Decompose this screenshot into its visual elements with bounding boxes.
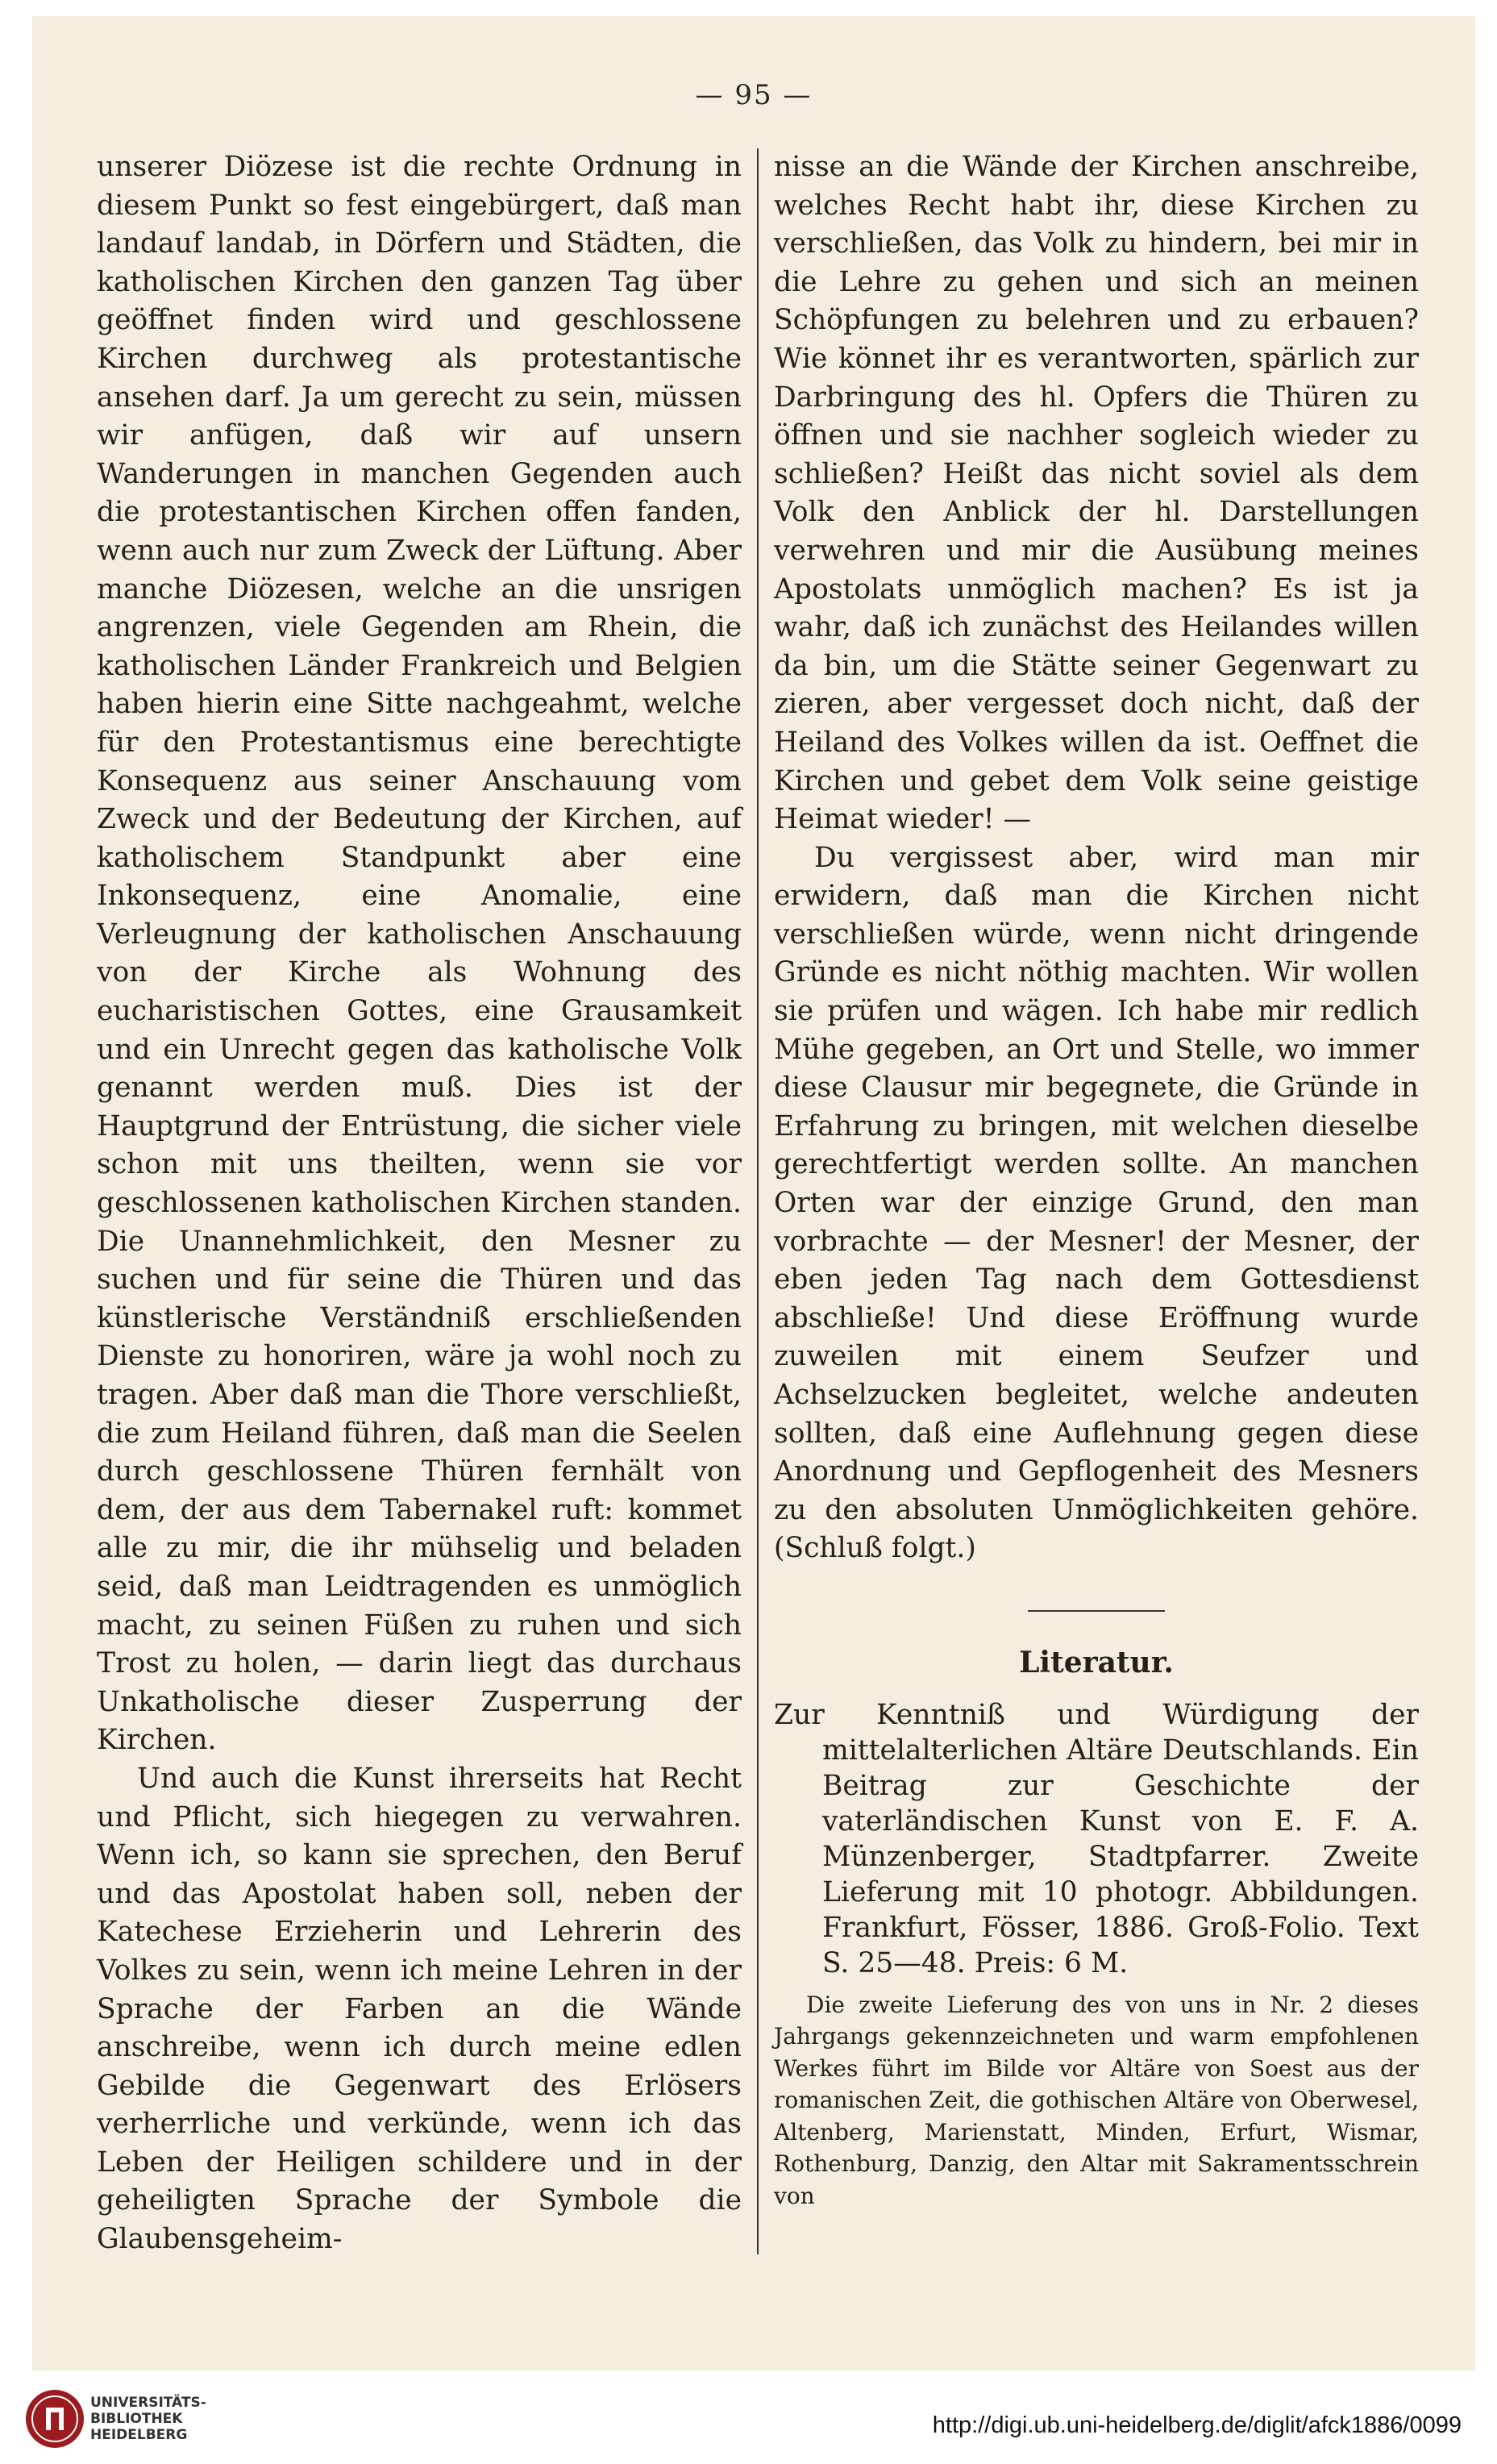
institution-name — [90, 2395, 206, 2443]
column-divider — [757, 148, 759, 2254]
institution-line-2: BIBLIOTHEK — [90, 2411, 183, 2427]
left-paragraph-2: Und auch die Kunst ihrerseits hat Recht und Pflicht, sich hiegegen zu verwahren. Wenn ich, so kann sie sprechen, den Beruf und das Apostolat haben soll, neben der Katechese Erzieherin und Lehrerin des Volkes zu sein, wenn ich meine Lehren in der Sprache der Farben an die Wände anschreibe, wenn ich durch meine edlen Gebilde die Gegenwart des Erlösers verherrliche und verkünde, wenn ich das Leben der Heiligen schildere und in der geheiligten Sprache der Symbole die Glaubensgeheim- — [97, 1762, 742, 2256]
review-title — [774, 1697, 1419, 1981]
source-url[interactable]: http://digi.ub.uni-heidelberg.de/diglit/afck1886/0099 — [932, 2412, 1462, 2438]
right-paragraph-2: Du vergissest aber, wird man mir erwidern, daß man die Kirchen nicht verschließen würde, wenn nicht dringende Gründe es nicht nöthig machten. Wir wollen sie prüfen und wägen. Ich habe mir redlich Mühe gegeben, an Ort und Stelle, wo immer diese Clausur mir begegnete, die Gründe in Erfahrung zu bringen, mit welchen dieselbe gerechtfertigt werden sollte. An manchen Orten war der einzige Grund, den man vorbrachte — der Mesner! der Mesner, der eben jeden Tag nach dem Gottesdienst abschließe! Und diese Eröffnung wurde zuweilen mit einem Seufzer und Achselzucken begleitet, welche andeuten sollten, daß eine Auflehnung gegen diese Anordnung und Gepflogenheit des Mesners zu den absoluten Unmöglichkeiten gehöre. (Schluß folgt.) — [774, 841, 1419, 1565]
left-column — [97, 148, 742, 2259]
scanned-page — [32, 16, 1475, 2370]
review-body — [774, 1989, 1419, 2212]
right-paragraph-1: nisse an die Wände der Kirchen anschreibe, welches Recht habt ihr, diese Kirchen zu verschließen, das Volk zu hindern, bei mir in die Lehre zu gehen und sich an meinen Schöpfungen zu belehren und zu erbauen? Wie könnet ihr es verantworten, spärlich zur Darbringung des hl. Opfers die Thüren zu öffnen und sie nachher sogleich wieder zu schließen? Heißt das nicht soviel als dem Volk den Anblick der hl. Darstellungen verwehren und mir die Ausübung meines Apostolats unmöglich machen? Es ist ja wahr, daß ich zunächst des Heilandes willen da bin, um die Stätte seiner Gegenwart zu zieren, aber vergesset doch nicht, daß der Heiland des Volkes willen da ist. Oeffnet die Kirchen und gebet dem Volk seine geistige Heimat wieder! — — [774, 151, 1419, 836]
right-column — [774, 148, 1419, 2212]
review-title-text: Zur Kenntniß und Würdigung der mittelalterlichen Altäre Deutschlands. Ein Beitrag zur Geschichte der vaterländischen Kunst von E. F. A. Münzenberger, Stadtpfarrer. Zweite Lieferung mit 10 photogr. Abbildungen. Frankfurt, Fösser, 1886. Groß-Folio. Text S. 25—48. Preis: 6 M. — [774, 1698, 1419, 1979]
university-seal-logo-icon — [24, 2388, 85, 2449]
institution-line-1: UNIVERSITÄTS- — [90, 2395, 206, 2411]
review-text: Die zweite Lieferung des von uns in Nr. 2 dieses Jahrgangs gekennzeichneten und warm empfohlenen Werkes führt im Bilde vor Altäre von Soest aus der romanischen Zeit, die gothischen Altäre von Oberwesel, Altenberg, Marienstatt, Minden, Erfurt, Wismar, Rothenburg, Danzig, den Altar mit Sakramentsschrein von — [774, 1991, 1419, 2209]
left-paragraph-1: unserer Diözese ist die rechte Ordnung in diesem Punkt so fest eingebürgert, daß man landauf landab, in Dörfern und Städten, die katholischen Kirchen den ganzen Tag über geöffnet finden wird und geschlossene Kirchen durchweg als protestantische ansehen darf. Ja um gerecht zu sein, müssen wir anfügen, daß wir auf unsern Wanderungen in manchen Gegenden auch die protestantischen Kirchen offen fanden, wenn auch nur zum Zweck der Lüftung. Aber manche Diözesen, welche an die unsrigen angrenzen, viele Gegenden am Rhein, die katholischen Länder Frankreich und Belgien haben hierin eine Sitte nachgeahmt, welche für den Protestantismus eine berechtigte Konsequenz aus seiner Anschauung vom Zweck und der Bedeutung der Kirchen, auf katholischem Standpunkt aber eine Inkonsequenz, eine Anomalie, eine Verleugnung der katholischen Anschauung von der Kirche als Wohnung des eucharistischen Gottes, eine Grausamkeit und ein Unrecht gegen das katholische Volk genannt werden muß. Dies ist der Hauptgrund der Entrüstung, die sicher viele schon mit uns theilten, wenn sie vor geschlossenen katholischen Kirchen standen. Die Unannehmlichkeit, den Mesner zu suchen und für seine die Thüren und das künstlerische Verständniß erschließenden Dienste zu honoriren, wäre ja wohl noch zu tragen. Aber daß man die Thore verschließt, die zum Heiland führen, daß man die Seelen durch geschlossene Thüren fernhält von dem, der aus dem Tabernakel ruft: kommet alle zu mir, die ihr mühselig und beladen seid, daß man Leidtragenden es unmöglich macht, zu seinen Füßen zu ruhen und sich Trost zu holen, — darin liegt das durchaus Unkatholische dieser Zusperrung der Kirchen. — [97, 151, 742, 1757]
page-number: — 95 — — [695, 79, 813, 111]
footer-bar — [0, 2370, 1497, 2464]
section-separator — [1028, 1610, 1165, 1612]
literature-heading: Literatur. — [1019, 1645, 1174, 1679]
institution-line-3: HEIDELBERG — [90, 2427, 188, 2443]
